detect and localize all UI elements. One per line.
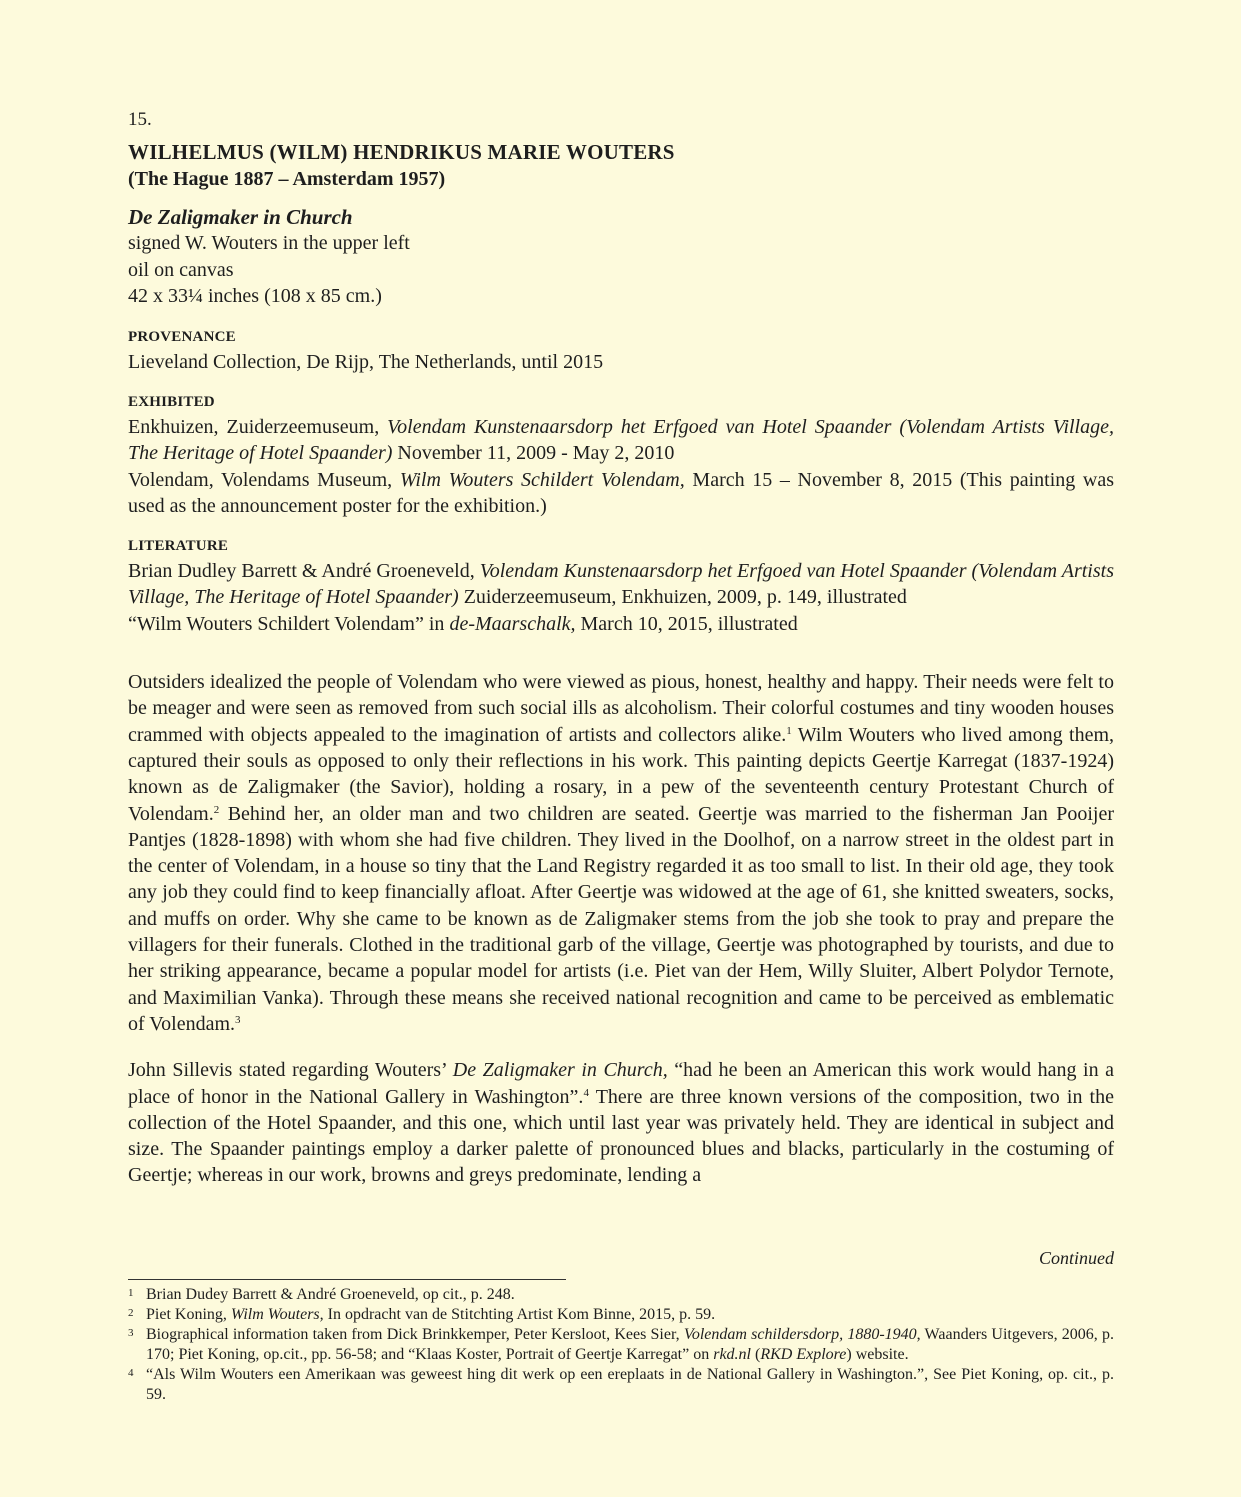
footnote-1 (128, 1285, 1114, 1305)
footnote-2-text-a: Piet Koning, (146, 1306, 231, 1323)
artwork-dimensions: 42 x 33¼ inches (108 x 85 cm.) (128, 285, 382, 307)
footnote-3 (128, 1325, 1114, 1365)
exhibition-1-dates: November 11, 2009 - May 2, 2010 (392, 442, 675, 465)
footnote-3-source: RKD Explore (760, 1346, 847, 1363)
literature-1-title: Volendam Kunstenaarsdorp het Erfgoed van Hotel Spaander (Volendam Artists Village, The Heritage of Hotel Spaander) (128, 560, 1114, 609)
exhibition-entry-1 (128, 414, 1114, 467)
footnote-2 (128, 1305, 1114, 1325)
footnote-mark: 3 (128, 1327, 134, 1339)
exhibition-1-title: Volendam Kunstenaarsdorp het Erfgoed van Hotel Spaander (Volendam Artists Village, The Heritage of Hotel Spaander) (128, 416, 1114, 465)
essay-2-text-b: “had he been an American this work would hang in a place of honor in the National Gallery in Washington”. (128, 1059, 1114, 1108)
footnote-3-site: rkd.nl (713, 1346, 751, 1363)
literature-2-article: “Wilm Wouters Schildert Volendam” in (128, 612, 450, 635)
essay-1-text-a: Outsiders idealized the people of Volendam who were viewed as pious, honest, healthy and happy. Their needs were felt to be meager and were seen as removed from such social ills as alcoholism. Their colorful costumes and tiny wooden houses crammed with objects appealed to the imagination of artists and collectors alike. (128, 671, 1114, 746)
essay-1-text-b: Wilm Wouters who lived among them, captured their souls as opposed to only their reflections in his work. This painting depicts Geertje Karregat (1837-1924) known as de Zaligmaker (the Savior), holding a rosary, in a pew of the seventeenth century Protestant Church of Volendam. (128, 723, 1115, 825)
artist-dates: (The Hague 1887 – Amsterdam 1957) (128, 168, 446, 190)
footnote-text (146, 1325, 1114, 1365)
literature-1-details: Zuiderzeemuseum, Enkhuizen, 2009, p. 149, illustrated (458, 586, 907, 609)
catalogue-entry (128, 108, 1114, 1209)
artwork-signature: signed W. Wouters in the upper left (128, 232, 410, 254)
footnote-3-text-d: ) website. (846, 1346, 909, 1363)
footnote-4 (128, 1365, 1114, 1405)
exhibited-heading: EXHIBITED (128, 394, 215, 410)
footnote-text (146, 1285, 1114, 1305)
footnote-3-text-b: , Waanders Uitgevers, 2006, p. 170; Piet Koning, op.cit., pp. 56-58; and “Klaas Koster, Portrait of Geertje Karregat” on (146, 1326, 1114, 1363)
footnote-3-text-c: ( (751, 1346, 761, 1363)
footnote-ref-4: 4 (583, 1086, 589, 1099)
continued-label: Continued (1039, 1248, 1114, 1268)
literature-heading: LITERATURE (128, 538, 229, 555)
footnote-mark: 4 (128, 1367, 134, 1379)
artwork-medium: oil on canvas (128, 258, 234, 281)
footnote-ref-2: 2 (213, 803, 220, 816)
footnote-4-text: “Als Wilm Wouters een Amerikaan was geweest hing dit werk op een ereplaats in de National Gallery in Washington.”, See Piet Koning, op. cit., p. 59. (146, 1366, 1114, 1403)
essay-paragraph-2 (128, 1057, 1114, 1188)
footnote-3-text-a: Biographical information taken from Dick Brinkkemper, Peter Kersloot, Kees Sier, (146, 1326, 684, 1343)
essay-2-italic-title: De Zaligmaker in Church, (452, 1059, 668, 1082)
footnote-2-title: Wilm Wouters, (230, 1306, 324, 1323)
essay-paragraph-1 (128, 669, 1114, 1037)
footnote-ref-3: 3 (235, 1013, 241, 1026)
exhibition-2-venue: Volendam, Volendams Museum, (128, 468, 400, 491)
footnote-text (146, 1305, 1114, 1325)
entry-number: 15. (128, 109, 152, 130)
provenance-text: Lieveland Collection, De Rijp, The Netherlands, until 2015 (128, 350, 604, 373)
footnote-1-text: Brian Dudey Barrett & André Groeneveld, op cit., p. 248. (146, 1286, 515, 1303)
literature-1-authors: Brian Dudley Barrett & André Groeneveld, (128, 560, 480, 583)
footnote-2-text-b: In opdracht van de Stitchting Artist Kom Binne, 2015, p. 59. (323, 1306, 716, 1323)
footnote-mark: 2 (128, 1307, 134, 1319)
essay-2-text-c: There are three known versions of the composition, two in the collection of the Hotel Spaander, and this one, which until last year was privately held. They are identical in subject and size. The Spaander paintings employ a darker palette of pronounced blues and blacks, particularly in the costuming of Geertje; whereas in our work, browns and greys predominate, lending a (128, 1085, 1114, 1187)
footnote-mark: 1 (128, 1287, 134, 1299)
literature-entry-2 (128, 611, 1114, 637)
footnote-divider (128, 1279, 566, 1280)
literature-2-details: March 10, 2015, illustrated (575, 612, 798, 635)
exhibition-2-title: Wilm Wouters Schildert Volendam, (399, 468, 685, 491)
footnote-ref-1: 1 (786, 724, 792, 737)
exhibition-1-venue: Enkhuizen, Zuiderzeemuseum, (128, 416, 388, 438)
artist-name: WILHELMUS (WILM) HENDRIKUS MARIE WOUTERS (128, 140, 675, 164)
literature-2-publication: de-Maarschalk, (449, 612, 576, 635)
footnote-text (146, 1365, 1114, 1405)
essay-1-text-c: Behind her, an older man and two children are seated. Geertje was married to the fisherman Jan Pooijer Pantjes (1828-1898) with whom she had five children. They lived in the Doolhof, on a narrow street in the oldest part in the center of Volendam, in a house so tiny that the Land Registry regarded it as too small to list. In their old age, they took any job they could find to keep financially afloat. After Geertje was widowed at the age of 61, she knitted sweaters, socks, and muffs on order. Why she came to be known as de Zaligmaker stems from the job she took to pray and prepare the villagers for their funerals. Clothed in the traditional garb of the village, Geertje was photographed by tourists, and due to her striking appearance, became a popular model for artists (i.e. Piet van der Hem, Willy Sluiter, Albert Polydor Ternote, and Maximilian Vanka). Through these means she received national recognition and came to be perceived as emblematic of Volendam. (128, 802, 1114, 1035)
footnote-3-title: Volendam schildersdorp, 1880-1940 (683, 1326, 917, 1343)
literature-entry-1 (128, 558, 1114, 611)
exhibition-2-dates: March 15 – November 8, 2015 (This painting was used as the announcement poster for the exhibition.) (128, 468, 1115, 517)
essay-2-text-a: John Sillevis stated regarding Wouters’ (128, 1059, 453, 1082)
artwork-title: De Zaligmaker in Church (128, 205, 353, 229)
footnotes (128, 1285, 1114, 1405)
provenance-heading: PROVENANCE (128, 328, 236, 345)
exhibition-entry-2 (128, 467, 1114, 520)
